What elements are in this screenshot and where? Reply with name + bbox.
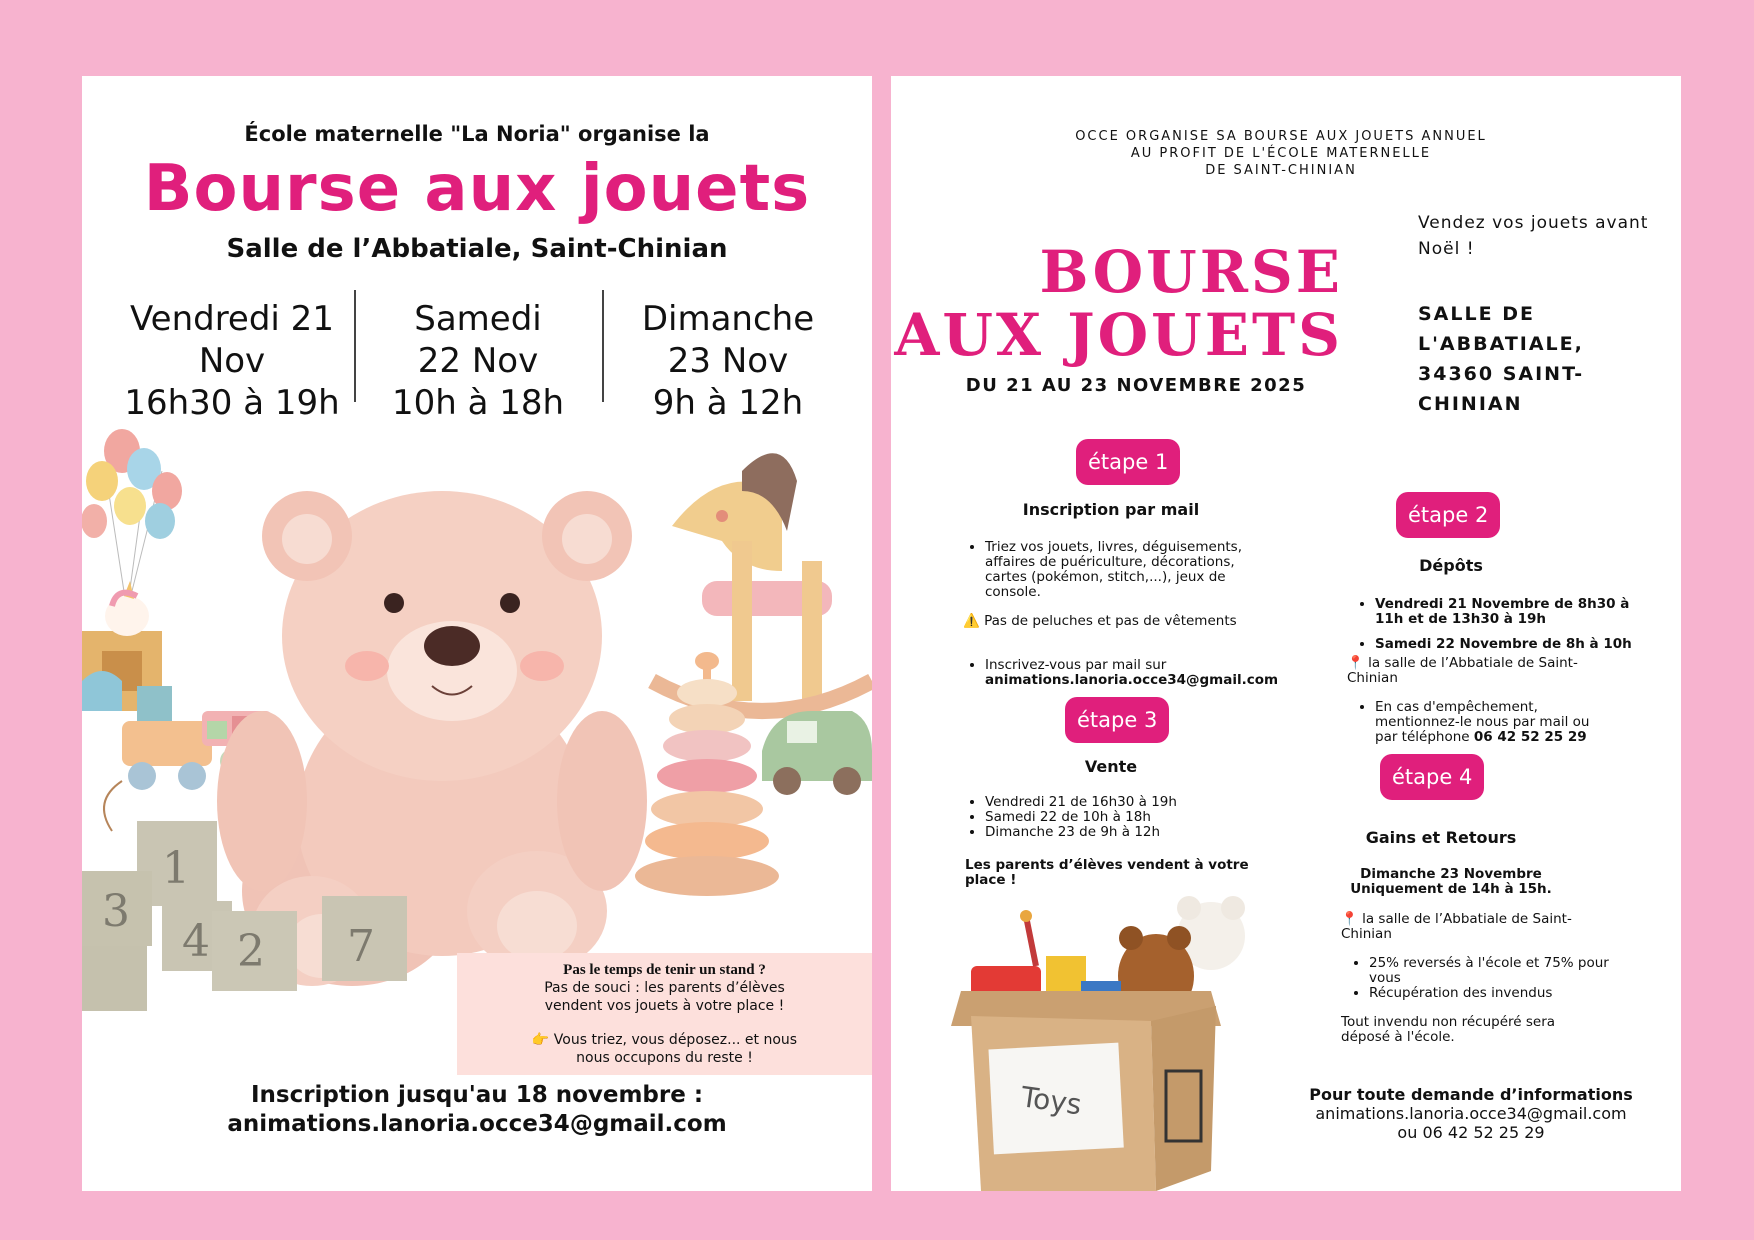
- rocking-horse-icon: [652, 453, 872, 711]
- note-line: vendent vos jouets à votre place !: [544, 998, 785, 1014]
- list-item: • Vendredi 21 Novembre de 8h30 à 11h et de 13h30 à 19h: [1375, 597, 1653, 627]
- divider: [602, 290, 604, 402]
- day-hours: 9h à 12h: [652, 383, 804, 423]
- side-note: Vendez vos jouets avant Noël !: [1418, 213, 1649, 259]
- step4-tail: [1341, 1015, 1641, 1045]
- balloons-icon: [82, 429, 182, 611]
- right-poster: [891, 76, 1681, 1191]
- day-label: Samedi: [414, 299, 542, 339]
- address-line: CHINIAN: [1418, 393, 1523, 415]
- step4-badge: étape 4: [1380, 754, 1484, 800]
- note-line: Pas de souci : les parents d’élèves: [544, 980, 785, 996]
- step1-title: Inscription par mail: [1022, 500, 1200, 519]
- day-date: 22 Nov: [417, 341, 539, 381]
- note-title: Pas le temps de tenir un stand ?: [563, 962, 766, 978]
- date-line: Uniquement de 14h à 15h.: [1350, 881, 1552, 897]
- day-friday: [112, 298, 352, 424]
- step1-badge: étape 1: [1076, 439, 1180, 485]
- day-label: Vendredi 21: [130, 299, 334, 339]
- note-line: 👉 Vous triez, vous déposez... et nous: [531, 1032, 798, 1048]
- step1-register: [963, 658, 1323, 688]
- note-line: nous occupons du reste !: [576, 1050, 753, 1066]
- step4-list: [1347, 956, 1647, 1001]
- step1-warning: ⚠️ Pas de peluches et pas de vêtements: [963, 613, 1237, 629]
- title-line-2: AUX JOUETS: [894, 301, 1343, 369]
- list-item: • Inscrivez-vous par mail sur animations.lanoria.occe34@gmail.com: [985, 658, 1323, 688]
- day-saturday: [358, 298, 598, 424]
- day-hours: 16h30 à 19h: [124, 383, 340, 423]
- step3-badge: étape 3: [1065, 697, 1169, 743]
- step4-title: Gains et Retours: [1365, 828, 1517, 847]
- location-line: 📍 la salle de l’Abbatiale de Saint-: [1347, 655, 1578, 671]
- location-line: Chinian: [1347, 670, 1398, 686]
- list-item: • Samedi 22 de 10h à 18h: [985, 810, 1263, 825]
- list-item: • Vendredi 21 de 16h30 à 19h: [985, 795, 1263, 810]
- tail-line: Tout invendu non récupéré sera: [1341, 1014, 1556, 1030]
- toy-car-icon: [762, 711, 872, 795]
- step2-title: Dépôts: [1419, 556, 1483, 575]
- address-line: 34360 SAINT-: [1418, 363, 1585, 385]
- svg-text:4: 4: [182, 916, 210, 967]
- contact-phone[interactable]: ou 06 42 52 25 29: [1397, 1123, 1545, 1142]
- address-line: L'ABBATIALE,: [1418, 333, 1584, 355]
- organizer-line: École maternelle "La Noria" organise la: [244, 122, 710, 146]
- location-line: 📍 la salle de l’Abbatiale de Saint-: [1341, 911, 1572, 927]
- step4-date: [1321, 867, 1581, 897]
- address: [1418, 299, 1668, 419]
- step2-location: [1347, 656, 1647, 686]
- list-item: • Récupération des invendus: [1369, 986, 1647, 1001]
- svg-text:2: 2: [237, 926, 265, 977]
- note-line: place !: [965, 872, 1017, 888]
- left-poster: [82, 76, 872, 1191]
- step3-note: [965, 858, 1285, 888]
- phone-number[interactable]: 06 42 52 25 29: [1473, 729, 1587, 745]
- step4-location: [1341, 912, 1641, 942]
- list-item: • Dimanche 23 de 9h à 12h: [985, 825, 1263, 840]
- venue: Salle de l’Abbatiale, Saint-Chinian: [226, 234, 728, 264]
- header-line: AU PROFIT DE L'ÉCOLE MATERNELLE: [1130, 146, 1432, 161]
- day-hours: 10h à 18h: [391, 383, 565, 423]
- header-line: OCCE ORGANISE SA BOURSE AUX JOUETS ANNUEL: [1075, 129, 1487, 144]
- organizer-header: [891, 128, 1681, 179]
- step2-dates: [1353, 597, 1653, 652]
- step1-list: [963, 540, 1283, 600]
- poster-title: Bourse aux jouets: [143, 152, 811, 226]
- list-item: • Samedi 22 Novembre de 8h à 10h: [1375, 637, 1653, 652]
- contact-title: Pour toute demande d’informations: [1309, 1085, 1633, 1104]
- day-date: 23 Nov: [667, 341, 789, 381]
- svg-text:3: 3: [102, 886, 130, 937]
- location-line: Chinian: [1341, 926, 1392, 942]
- header-line: DE SAINT-CHINIAN: [1205, 163, 1357, 178]
- title-line-1: BOURSE: [1039, 238, 1343, 306]
- day-label: Dimanche: [641, 299, 815, 339]
- note-line: Les parents d’élèves vendent à votre: [965, 857, 1249, 873]
- registration-deadline: Inscription jusqu'au 18 novembre :: [250, 1082, 704, 1108]
- svg-text:1: 1: [162, 843, 190, 894]
- step2-notice: [1353, 700, 1653, 745]
- toy-box-illustration: [951, 896, 1281, 1191]
- tail-line: déposé à l'école.: [1341, 1029, 1455, 1045]
- day-sunday: [608, 298, 848, 424]
- event-dates: DU 21 AU 23 NOVEMBRE 2025: [965, 375, 1307, 396]
- list-item: • 25% reversés à l'école et 75% pour vous: [1369, 956, 1647, 986]
- register-email[interactable]: animations.lanoria.occe34@gmail.com: [985, 672, 1279, 688]
- svg-text:7: 7: [347, 921, 375, 972]
- address-line: SALLE DE: [1418, 303, 1535, 325]
- date-line: Dimanche 23 Novembre: [1360, 866, 1542, 882]
- toys-label: Toys: [1018, 1080, 1084, 1122]
- no-time-note: [457, 953, 872, 1075]
- day-date: Nov: [198, 341, 266, 381]
- step3-list: [963, 795, 1263, 840]
- list-item: • En cas d'empêchement, mentionnez-le nous par mail ou par téléphone 06 42 52 25 29: [1375, 700, 1653, 745]
- divider: [354, 290, 356, 402]
- step3-title: Vente: [1084, 757, 1138, 776]
- toys-illustration: [82, 421, 872, 1041]
- contact-email[interactable]: animations.lanoria.occe34@gmail.com: [1315, 1104, 1627, 1123]
- registration-email[interactable]: animations.lanoria.occe34@gmail.com: [227, 1111, 727, 1137]
- list-item: • Triez vos jouets, livres, déguisements, affaires de puériculture, décorations, cartes (pokémon, stitch,...), jeux de console.: [985, 540, 1283, 600]
- step2-badge: étape 2: [1396, 492, 1500, 538]
